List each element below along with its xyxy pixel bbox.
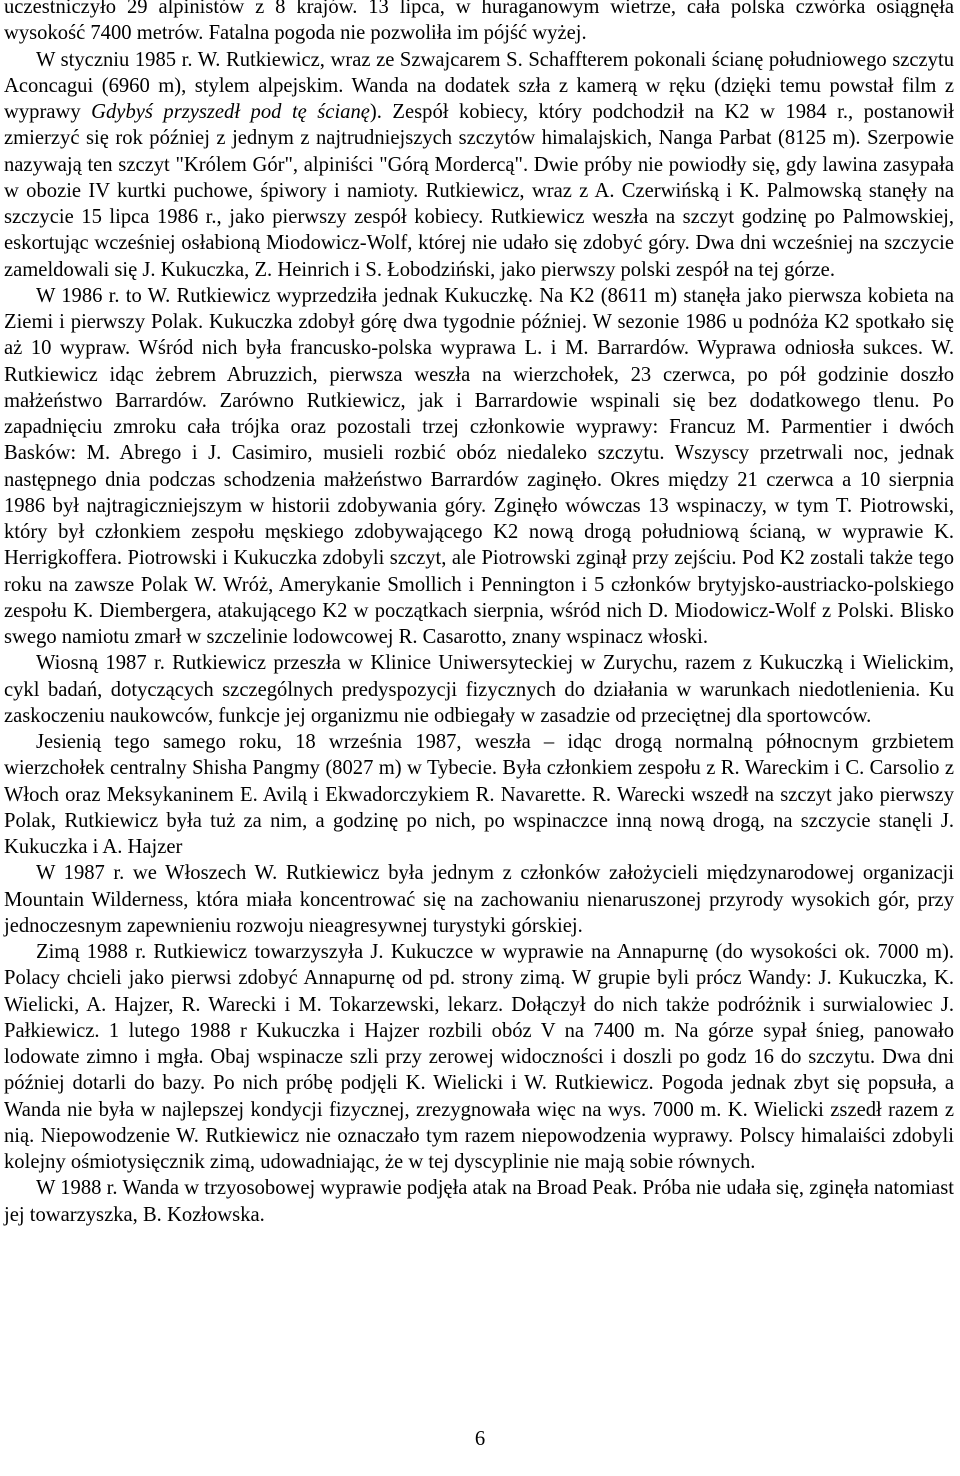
document-page xyxy=(4,0,954,1228)
paragraph-text: W 1987 r. we Włoszech W. Rutkiewicz była jednym z członków założycieli międzynarodowej organizacji Mountain Wilderness, która miała koncentrować się na zachowaniu nienaruszonej przyrody wysokich gór, przy jednoczesnym zapewnieniu rozwoju nieagresywnej turystyki górskiej. xyxy=(4,862,954,937)
paragraph-text: Jesienią tego samego roku, 18 września 1987, weszła – idąc drogą normalną północnym grzbietem wierzchołek centralny Shisha Pangmy (8027 m) w Tybecie. Była członkiem zespołu z R. Wareckim i C. Carsolio z Włoch oraz Meksykaninem E. Avilą i Ekwadorczykiem R. Navarette. R. Warecki wszedł na szczyt jako pierwszy Polak, Rutkiewicz była tuż za nim, a godzinę po nich, po wspinaczce inną nową drogą, na szczycie stanęli J. Kukuczka i A. Hajzer xyxy=(4,731,954,858)
paragraph-text: ). Zespół kobiecy, który podchodził na K2 w 1984 r., postanowił zmierzyć się rok później z jednym z najtrudniejszych szczytów himalajskich, Nanga Parbat (8125 m). Szerpowie nazywają ten szczyt "Królem Gór", alpiniści "Górą Mordercą". Dwie próby nie powiodły się, gdy lawina zasypała w obozie IV kurtki puchowe, śpiwory i namioty. Rutkiewicz, wraz z A. Czerwińską i K. Palmowską stanęły na szczycie 15 lipca 1986 r., jako pierwszy zespół kobiecy. Rutkiewicz weszła na szczyt godzinę po Palmowskiej, eskortując wcześniej osłabioną Miodowicz-Wolf, której nie udało się zdobyć góry. Dwa dni wcześniej na szczycie zameldowali się J. Kukuczka, Z. Heinrich i S. Łobodziński, jako pierwszy polski zespół na tej górze. xyxy=(4,101,954,281)
paragraph-text: W 1986 r. to W. Rutkiewicz wyprzedziła jednak Kukuczkę. Na K2 (8611 m) stanęła jako pierwsza kobieta na Ziemi i pierwszy Polak. Kukuczka zdobył górę dwa tygodnie później. W sezonie 1986 u podnóża K2 spotkało się aż 10 wypraw. Wśród nich była francusko-polska wyprawa L. i M. Barrardów. Wyprawa odniosła sukces. W. Rutkiewicz idąc żebrem Abruzzich, pierwsza weszła na wierzchołek, 23 czerwca, po pół godzinie doszło małżeństwo Barrardów. Zarówno Rutkiewicz, jak i Barrardowie wspinali się bez dodatkowego tlenu. Po zapadnięciu zmroku cała trójka oraz pozostali trzej członkowie wyprawy: Francuz M. Parmentier i dwóch Basków: M. Abrego i J. Casimiro, musieli rozbić obóz niedaleko szczytu. Wszyscy przetrwali noc, jednak następnego dnia podczas schodzenia małżeństwo Barrardów zaginęło. Okres między 21 czerwca a 10 sierpnia 1986 był najtragiczniejszym w historii zdobywania góry. Zginęło wówczas 13 wspinaczy, w tym T. Piotrowski, który był członkiem zespołu męskiego zdobywającego K2 nową drogą południową ścianą, w wyprawie K. Herrigkoffera. Piotrowski i Kukuczka zdobyli szczyt, ale Piotrowski zginął przy zejściu. Pod K2 zostali także tego roku na zawsze Polak W. Wróż, Amerykanie Smollich i Pennington i 5 członków brytyjsko-austriacko-polskiego zespołu K. Diembergera, atakującego K2 w początkach sierpnia, wśród nich D. Miodowicz-Wolf z Polski. Blisko swego namiotu zmarł w szczelinie lodowcowej R. Casarotto, znany wspinacz włoski. xyxy=(4,284,954,648)
paragraph xyxy=(4,1175,954,1228)
paragraph xyxy=(4,47,954,283)
paragraph xyxy=(4,939,954,1175)
paragraph xyxy=(4,650,954,729)
page-number: 6 xyxy=(474,1428,486,1450)
film-title: Gdybyś przyszedł pod tę ścianę xyxy=(91,101,370,123)
paragraph-text: Wiosną 1987 r. Rutkiewicz przeszła w Klinice Uniwersyteckiej w Zurychu, razem z Kukuczką i Wielickim, cykl badań, dotyczących szczególnych predyspozycji fizycznych do działania w warunkach niedotlenienia. Ku zaskoczeniu naukowców, funkcje jej organizmu nie odbiegały w zasadzie od przeciętnej dla sportowców. xyxy=(4,652,954,727)
paragraph-text: W 1988 r. Wanda w trzyosobowej wyprawie podjęła atak na Broad Peak. Próba nie udała się, zginęła natomiast jej towarzyszka, B. Kozłowska. xyxy=(4,1177,954,1226)
paragraph-text: Zimą 1988 r. Rutkiewicz towarzyszyła J. Kukuczce w wyprawie na Annapurnę (do wysokości ok. 7000 m). Polacy chcieli jako pierwsi zdobyć Annapurnę od pd. strony zimą. W grupie byli prócz Wandy: J. Kukuczka, K. Wielicki, A. Hajzer, R. Warecki i M. Tokarzewski, lekarz. Dołączył do nich także podróżnik i surwialowiec J. Pałkiewicz. 1 lutego 1988 r Kukuczka i Hajzer rozbili obóz V na 7400 m. Na górze sypał śnieg, panowało lodowate zimno i mgła. Obaj wspinacze szli przy zerowej widoczności i doszli po godz 16 do szczytu. Dwa dni później dotarli do bazy. Po nich próbę podjęli K. Wielicki i W. Rutkiewicz. Pogoda jednak zbyt się popsuła, a Wanda nie była w najlepszej kondycji fizycznej, zrezygnowała więc na wys. 7000 m. K. Wielicki zszedł razem z nią. Niepowodzenie W. Rutkiewicz nie oznaczało tym razem niepowodzenia wyprawy. Polscy himalaiści zdobyli kolejny ośmiotysięcznik zimą, udowadniając, że w tej dyscyplinie nie mają sobie równych. xyxy=(4,941,954,1173)
paragraph-continuation xyxy=(4,0,954,47)
paragraph xyxy=(4,860,954,939)
paragraph xyxy=(4,729,954,860)
paragraph-text: uczestniczyło 29 alpinistów z 8 krajów. 13 lipca, w huraganowym wietrze, cała polska czwórka osiągnęła wysokość 7400 metrów. Fatalna pogoda nie pozwoliła im pójść wyżej. xyxy=(4,0,954,45)
paragraph-text: W styczniu 1985 r. W. Rutkiewicz, wraz ze Szwajcarem S. Schaffterem pokonali ścianę południowego szczytu Aconcagui (6960 m), stylem alpejskim. Wanda na dodatek szła z kamerą w ręku (dzięki temu powstał film z wyprawy xyxy=(4,48,954,123)
paragraph xyxy=(4,283,954,651)
